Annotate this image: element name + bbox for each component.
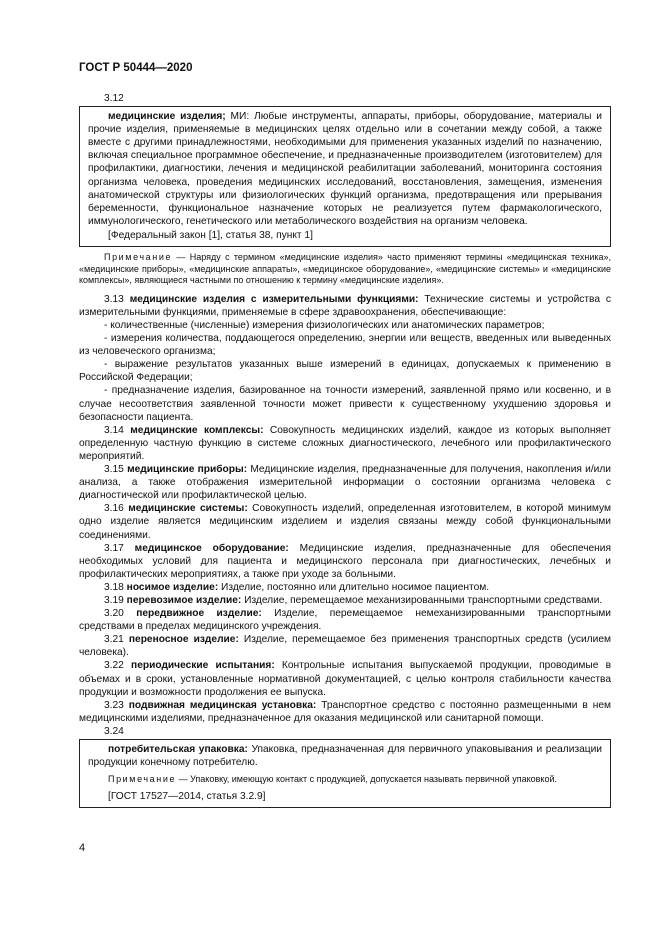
term-3-18-definition [79, 581, 611, 594]
term-3-13-item: - предназначение изделия, базированное на точности измерений, заявленной прямо или косвенно, и в случае несоответствия заявленной точности может привести к существенному ухудшению здоровья и безопасности пациента. [79, 385, 611, 423]
term-3-24-term: потребительская упаковка: [108, 744, 248, 755]
term-3-24-text: Упаковка, предназначенная для первичного упаковывания и реализации продукции конечному потребителю. [88, 744, 602, 769]
term-3-23-definition [79, 699, 611, 725]
term-text: Изделие, постоянно или длительно носимое пациентом. [218, 581, 490, 593]
term-number: 3.18 [104, 581, 124, 593]
note-text: — Наряду с термином «медицинские изделия» часто применяют термины «медицинская техника», «медицинские приборы», «медицинские аппараты», «медицинское оборудование», «медицинские системы» и «медицинские комплексы», являющиеся частными по отношению к термину «медицинские изделия». [79, 252, 611, 286]
term-number: 3.23 [104, 699, 124, 711]
term-text: Совокупность изделий, определенная изготовителем, в которой минимум одно изделие является медицинским изделием и изделия связаны между собой функциональными соединениями. [79, 503, 611, 541]
term-3-24-number: 3.24 [104, 725, 124, 737]
term-name: медицинские комплексы: [130, 424, 264, 436]
term-text: Изделие, перемещаемое без применения транспортных средств (усилием человека). [79, 634, 611, 659]
page-number: 4 [79, 842, 86, 854]
note-label: Примечание [104, 252, 173, 263]
document-body [79, 92, 611, 813]
term-3-24-definition [88, 743, 602, 769]
term-name: медицинские приборы: [127, 464, 248, 476]
document-code: ГОСТ Р 50444—2020 [79, 62, 193, 74]
term-3-12-definition [88, 110, 602, 228]
term-3-17-definition [79, 542, 611, 581]
term-3-12-number: 3.12 [104, 93, 124, 104]
term-3-20-definition [79, 607, 611, 633]
term-3-12-text: МИ: Любые инструменты, аппараты, приборы, оборудование, материалы и прочие изделия, применяемые в медицинских целях отдельно или в сочетании между собой, а также вместе с другими принадлежностями, необходимыми для применения указанных изделий по назначению, включая специальное программное обеспечение, и предназначенные производителем (изготовителем) для профилактики, диагностики, лечения и медицинской реабилитации заболеваний, мониторинга состояния организма человека, проведения медицинских исследований, восстановления, замещения, изменения анатомической структуры или физиологических функций организма, предотвращения или прерывания беременности, функциональное назначение которых не реализуется путем фармакологического, иммунологического, генетического или метаболического воздействия на организм человека. [88, 111, 602, 227]
term-3-22-definition [79, 659, 611, 698]
term-name: носимое изделие: [126, 581, 219, 593]
term-number: 3.15 [104, 464, 124, 476]
term-text: Совокупность медицинских изделий, каждое из которых выполняет определенную частную функцию в системе сложных диагностического, лечебного или профилактического мероприятий. [79, 424, 611, 462]
term-3-19-definition [79, 594, 611, 607]
term-name: медицинские системы: [128, 503, 248, 515]
term-3-12-note [79, 252, 611, 287]
term-name: медицинское оборудование: [134, 542, 289, 554]
term-name: передвижное изделие: [136, 608, 262, 620]
term-3-24-source: [ГОСТ 17527—2014, статья 3.2.9] [108, 790, 266, 802]
term-number: 3.16 [104, 503, 124, 515]
term-3-16-definition [79, 502, 611, 541]
term-text: Контрольные испытания выпускаемой продукции, проводимые в объемах и в сроки, установленные нормативной документацией, с целью контроля стабильности качества продукции и возможности продолжения ее выпуска. [79, 660, 611, 698]
term-name: перевозимое изделие: [126, 594, 242, 606]
term-3-12-source: [Федеральный закон [1], статья 38, пункт 1] [108, 229, 313, 241]
term-3-13-item: - количественные (численные) измерения физиологических или анатомических параметров; [104, 320, 545, 331]
term-name: периодические испытания: [131, 660, 275, 672]
term-3-24-note [88, 774, 602, 786]
term-name: подвижная медицинская установка: [128, 699, 317, 711]
term-name: переносное изделие: [128, 634, 239, 646]
term-3-13-term: медицинские изделия с измерительными функциями: [129, 293, 419, 305]
term-text: Изделие, перемещаемое немеханизированными транспортными средствами в пределах медицинского учреждения. [79, 608, 611, 633]
term-3-13-item: - измерения количества, поддающегося определению, энергии или веществ, введенных или выведенных из человеческого организма; [79, 333, 611, 358]
term-3-21-definition [79, 633, 611, 659]
term-3-15-definition [79, 463, 611, 502]
term-3-13-definition [79, 293, 611, 319]
term-text: Транспортное средство с постоянно размещенными в нем медицинскими изделиями, предназначенное для оказания медицинской или санитарной помощи. [79, 699, 611, 724]
term-number: 3.13 [104, 293, 124, 305]
term-number: 3.14 [104, 424, 124, 436]
term-number: 3.19 [104, 594, 124, 606]
note-label: Примечание [108, 774, 177, 785]
term-3-12-term: медицинские изделия; [108, 111, 226, 123]
term-number: 3.17 [104, 542, 124, 554]
term-text: Медицинские изделия, предназначенные для получения, накопления и/или анализа, а также отображения измерительной информации о состоянии организма человека с диагностической или профилактической целью. [79, 464, 611, 502]
term-3-24-box [79, 739, 611, 808]
term-3-12-box [79, 106, 611, 247]
term-number: 3.22 [104, 660, 124, 672]
term-number: 3.20 [104, 608, 124, 620]
term-number: 3.21 [104, 634, 124, 646]
term-3-13-text: Технические системы и устройства с измерительными функциями, применяемые в сфере здравоохранения, обеспечивающие: [79, 293, 611, 318]
term-text: Медицинские изделия, предназначенные для обеспечения необходимых условий для пациента и медицинского персонала при диагностических, лечебных и профилактических мероприятиях, а также при уходе за больными. [79, 542, 611, 580]
term-3-14-definition [79, 424, 611, 463]
term-3-13-item: - выражение результатов указанных выше измерений в единицах, допускаемых к применению в Российской Федерации; [79, 359, 611, 384]
term-text: Изделие, перемещаемое механизированными транспортными средствами. [241, 594, 603, 606]
note-text: — Упаковку, имеющую контакт с продукцией, допускается называть первичной упаковкой. [176, 774, 557, 785]
